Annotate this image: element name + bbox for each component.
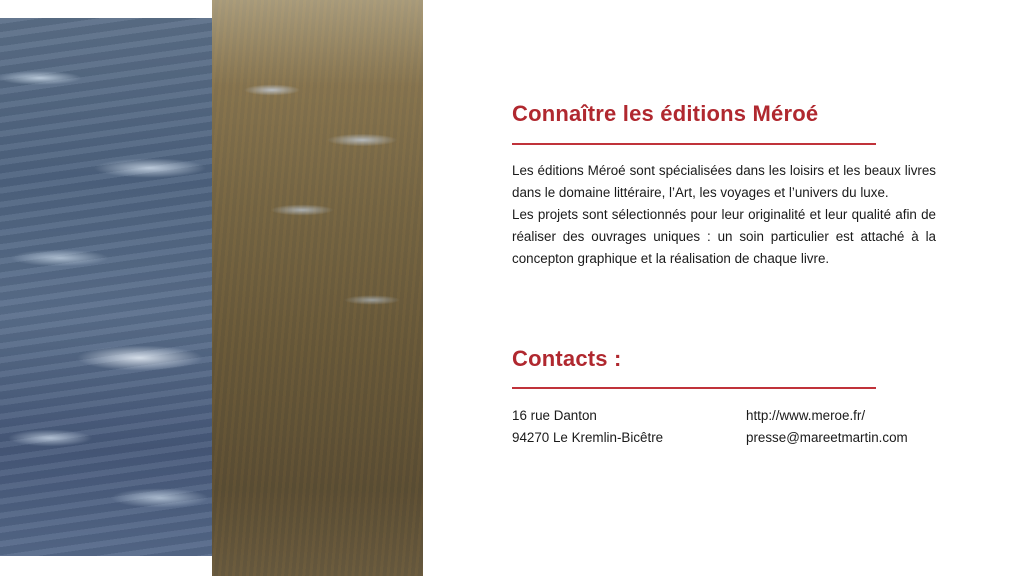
icy-shoreline-photo [0,18,212,556]
contacts-divider [512,387,876,389]
about-paragraph-2: Les projets sont sélectionnés pour leur originalité et leur qualité afin de réaliser des ouvrages uniques : un soin particulier est attaché à la concepton graphique et la réalisation de chaque livre. [512,207,936,266]
address-line-2: 94270 Le Kremlin-Bicêtre [512,430,664,445]
marsh-grass-photo [212,0,423,576]
email-link[interactable]: presse@mareetmartin.com [746,430,908,445]
postal-address [512,405,663,449]
about-text [512,160,936,270]
about-title: Connaître les éditions Méroé [512,101,819,126]
about-divider [512,143,876,145]
address-line-1: 16 rue Danton [512,408,597,423]
online-contacts [746,405,908,449]
website-link[interactable]: http://www.meroe.fr/ [746,408,866,423]
contacts-title: Contacts : [512,346,622,371]
about-paragraph-1: Les éditions Méroé sont spécialisées dans les loisirs et les beaux livres dans le domaine littéraire, l’Art, les voyages et l’univers du luxe. [512,163,936,200]
